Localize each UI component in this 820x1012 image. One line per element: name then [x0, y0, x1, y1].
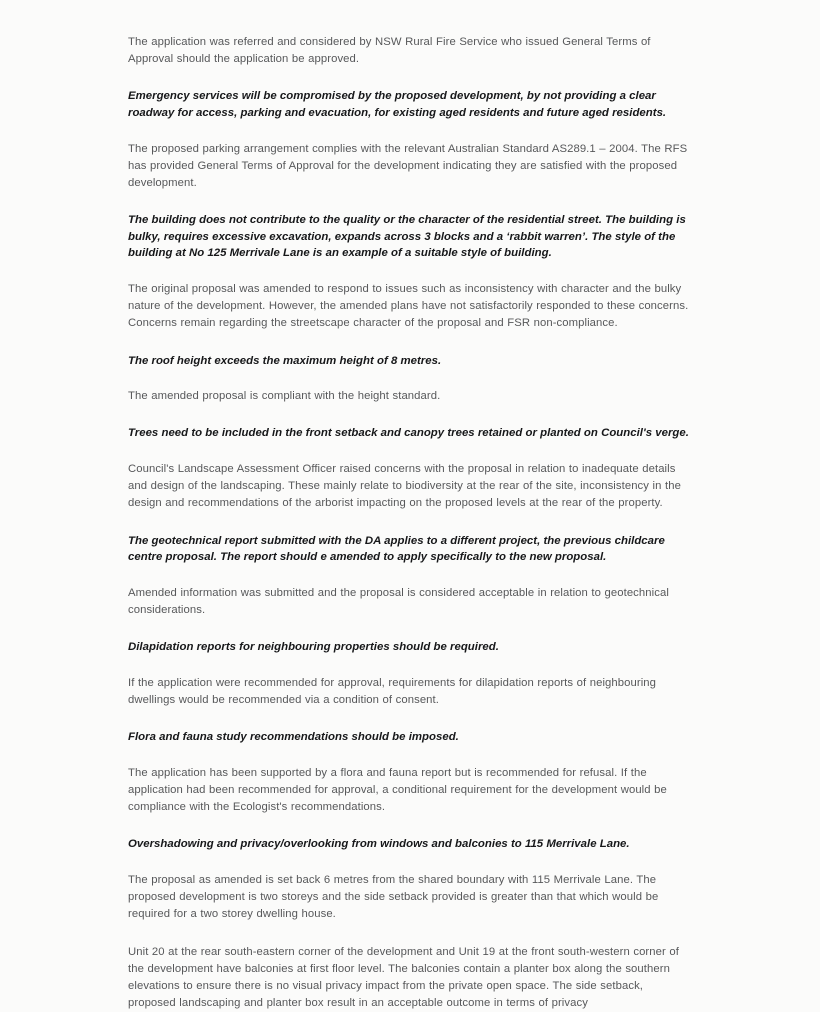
- assessment-response-paragraph: Council's Landscape Assessment Officer raised concerns with the proposal in relation to inadequate details and design of the landscaping. These mainly relate to biodiversity at the rear of the site, inconsistency in the design and recommendations of the arborist impacting on the proposed levels at the rear of the property.: [128, 462, 681, 510]
- assessment-response-paragraph: Amended information was submitted and the proposal is considered acceptable in relation to geotechnical considerations.: [128, 586, 669, 616]
- submission-issue-heading: Dilapidation reports for neighbouring properties should be required.: [128, 641, 499, 654]
- document-body: [128, 34, 694, 1012]
- assessment-response-paragraph: The application has been supported by a flora and fauna report but is recommended for refusal. If the application had been recommended for approval, a conditional requirement for the development would be compliance with the Ecologist's recommendations.: [128, 766, 667, 814]
- assessment-response-paragraph: If the application were recommended for approval, requirements for dilapidation reports of neighbouring dwellings would be recommended via a condition of consent.: [128, 676, 657, 706]
- submission-issue-heading: The building does not contribute to the quality or the character of the residential street. The building is bulky, requires excessive excavation, expands across 3 blocks and a ‘rabbit warren’. The style of the building at No 125 Merrivale Lane is an example of a suitable style of building.: [128, 214, 686, 260]
- submission-issue-heading: The geotechnical report submitted with the DA applies to a different project, the previous childcare centre proposal. The report should e amended to apply specifically to the new proposal.: [128, 534, 665, 564]
- submission-issue-heading: Trees need to be included in the front setback and canopy trees retained or planted on Council's verge.: [128, 427, 689, 440]
- assessment-response-paragraph: The amended proposal is compliant with the height standard.: [128, 390, 441, 403]
- submission-issue-heading: Overshadowing and privacy/overlooking from windows and balconies to 115 Merrivale Lane.: [128, 838, 630, 851]
- assessment-response-paragraph: The original proposal was amended to respond to issues such as inconsistency with character and the bulky nature of the development. However, the amended plans have not satisfactorily responded to these concerns. Concerns remain regarding the streetscape character of the proposal and FSR non-compliance.: [128, 282, 689, 330]
- assessment-response-paragraph: The application was referred and considered by NSW Rural Fire Service who issued General Terms of Approval should the application be approved.: [128, 36, 651, 66]
- submission-issue-heading: The roof height exceeds the maximum height of 8 metres.: [128, 354, 442, 367]
- submission-issue-heading: Emergency services will be compromised by the proposed development, by not providing a clear roadway for access, parking and evacuation, for existing aged residents and future aged residents.: [128, 90, 667, 119]
- assessment-response-paragraph: The proposal as amended is set back 6 metres from the shared boundary with 115 Merrivale Lane. The proposed development is two storeys and the side setback provided is greater than that which would be required for a two storey dwelling house.: [128, 873, 659, 921]
- assessment-response-paragraph: Unit 20 at the rear south-eastern corner of the development and Unit 19 at the front south-western corner of the development have balconies at first floor level. The balconies contain a planter box along the southern elevations to ensure there is no visual privacy impact from the private open space. The side setback, proposed landscaping and planter box result in an acceptable outcome in terms of privacy: [128, 945, 679, 1010]
- assessment-response-paragraph: The proposed parking arrangement complies with the relevant Australian Standard AS289.1 – 2004. The RFS has provided General Terms of Approval for the development indicating they are satisfied with the proposed development.: [128, 142, 688, 189]
- submission-issue-heading: Flora and fauna study recommendations should be imposed.: [128, 731, 459, 744]
